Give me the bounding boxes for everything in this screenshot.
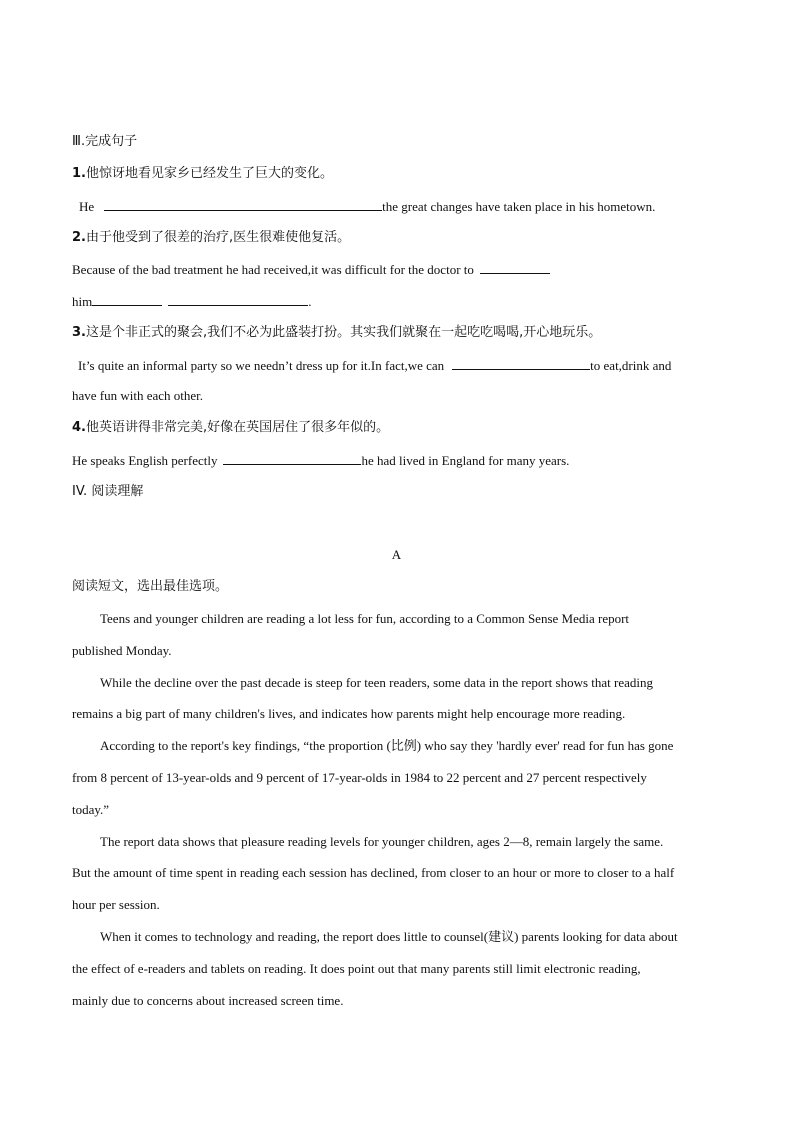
passage-line: hour per session. <box>72 897 160 912</box>
passage-line: But the amount of time spent in reading each session has declined, from closer to an hour or more to closer to a half <box>72 865 675 880</box>
passage-label: A <box>391 547 402 562</box>
item-3-answer-blank[interactable] <box>452 357 590 370</box>
passage-line: While the decline over the past decade is steep for teen readers, some data in the report shows that reading <box>100 675 654 690</box>
item-2-chinese-text: 由于他受到了很差的治疗,医生很难使他复活。 <box>85 230 351 245</box>
item-1-chinese <box>72 166 333 182</box>
item-3-chinese <box>72 325 601 341</box>
item-1-chinese-text: 他惊讶地看见家乡已经发生了巨大的变化。 <box>85 166 333 181</box>
item-1-english <box>79 198 655 215</box>
item-3-english-post: to eat,drink and <box>590 358 672 373</box>
passage-line: remains a big part of many children's lives, and indicates how parents might help encourage more reading. <box>72 706 626 721</box>
passage-line: mainly due to concerns about increased screen time. <box>72 993 344 1008</box>
passage-line: Teens and younger children are reading a lot less for fun, according to a Common Sense Media report <box>100 611 630 626</box>
section-4-heading: IV. 阅读理解 <box>72 484 144 499</box>
item-4-answer-blank[interactable] <box>223 452 361 465</box>
passage-line: When it comes to technology and reading, the report does little to counsel(建议) parents looking for data about <box>100 929 678 944</box>
item-2-answer-blank-2[interactable] <box>92 293 162 306</box>
passage-line: The report data shows that pleasure reading levels for younger children, ages 2—8, remain largely the same. <box>100 834 664 849</box>
item-4-chinese <box>72 420 389 436</box>
item-2-answer-blank-3[interactable] <box>168 293 308 306</box>
item-4-english <box>72 452 569 469</box>
passage-line: published Monday. <box>72 643 172 658</box>
item-2-number: 2. <box>72 230 86 245</box>
item-3-english-pre: It’s quite an informal party so we needn’t dress up for it.In fact,we can <box>78 358 445 373</box>
passage-line: today.” <box>72 802 110 817</box>
item-1-english-post: the great changes have taken place in his hometown. <box>382 199 656 214</box>
passage-line: According to the report's key findings, “the proportion (比例) who say they 'hardly ever' read for fun has gone <box>100 738 674 753</box>
item-1-number: 1. <box>72 166 86 181</box>
item-4-number: 4. <box>72 420 86 435</box>
item-2-answer-blank-1[interactable] <box>480 261 550 274</box>
item-3-english-line-2: have fun with each other. <box>72 388 204 403</box>
item-3-chinese-text: 这是个非正式的聚会,我们不必为此盛装打扮。其实我们就聚在一起吃吃喝喝,开心地玩乐。 <box>85 325 602 340</box>
item-4-english-post: he had lived in England for many years. <box>361 453 570 468</box>
item-2-english-line-1-text: Because of the bad treatment he had received,it was difficult for the doctor to <box>72 262 474 277</box>
passage-line: from 8 percent of 13-year-olds and 9 percent of 17-year-olds in 1984 to 22 percent and 27 percent respectively <box>72 770 647 785</box>
item-3-english-line-1 <box>78 357 671 374</box>
item-4-english-pre: He speaks English perfectly <box>72 453 218 468</box>
passage-line: the effect of e-readers and tablets on reading. It does point out that many parents still limit electronic reading, <box>72 961 641 976</box>
item-2-english-line-2 <box>72 293 311 310</box>
item-2-english-line-1 <box>72 261 550 278</box>
item-3-number: 3. <box>72 325 86 340</box>
item-1-answer-blank[interactable] <box>104 198 382 211</box>
item-2-chinese <box>72 230 350 246</box>
item-2-english-line-2-post: . <box>308 294 312 309</box>
item-4-chinese-text: 他英语讲得非常完美,好像在英国居住了很多年似的。 <box>85 420 390 435</box>
reading-instruction: 阅读短文，选出最佳选项。 <box>72 579 229 594</box>
item-1-english-pre: He <box>79 199 95 214</box>
item-2-english-line-2-pre: him <box>72 294 93 309</box>
section-3-heading: Ⅲ.完成句子 <box>72 134 138 149</box>
